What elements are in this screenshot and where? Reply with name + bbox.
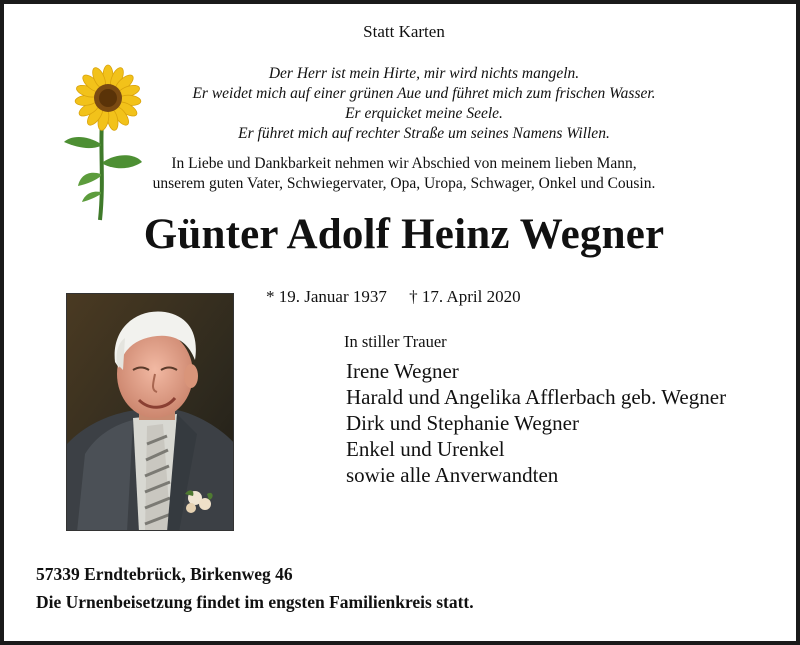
burial-notice: Die Urnenbeisetzung findet im engsten Familienkreis statt. [36, 592, 474, 612]
birth-date: * 19. Januar 1937 [266, 287, 387, 306]
header-title: Statt Karten [363, 22, 445, 41]
mourner-name: Irene Wegner [346, 359, 459, 383]
sunflower-graphic [60, 62, 146, 222]
psalm-line: Er weidet mich auf einer grünen Aue und führet mich zum frischen Wasser. [192, 85, 656, 102]
mourner-name: sowie alle Anverwandten [346, 463, 559, 487]
mourner-name: Enkel und Urenkel [346, 437, 505, 461]
sunflower-icon [60, 62, 146, 222]
mourning-heading: In stiller Trauer [344, 332, 447, 351]
mourner-name: Dirk und Stephanie Wegner [346, 411, 579, 435]
farewell-line: unserem guten Vater, Schwiegervater, Opa, Uropa, Schwager, Onkel und Cousin. [152, 175, 656, 192]
death-date: † 17. April 2020 [409, 287, 521, 306]
psalm-line: Er führet mich auf rechter Straße um seines Namens Willen. [238, 125, 610, 142]
mourner-name: Harald und Angelika Afflerbach geb. Wegner [346, 385, 727, 409]
family-address: 57339 Erndtebrück, Birkenweg 46 [36, 564, 293, 584]
mourners-list [346, 358, 726, 488]
psalm-line: Er erquicket meine Seele. [345, 105, 503, 122]
portrait-graphic [67, 294, 234, 531]
farewell-text [114, 154, 694, 194]
psalm-line: Der Herr ist mein Hirte, mir wird nichts mangeln. [268, 65, 580, 82]
psalm-verse [164, 64, 684, 144]
deceased-name: Günter Adolf Heinz Wegner [143, 211, 665, 258]
life-dates [266, 287, 521, 307]
farewell-line: In Liebe und Dankbarkeit nehmen wir Abschied von meinem lieben Mann, [171, 155, 637, 172]
portrait-photo [66, 293, 234, 531]
